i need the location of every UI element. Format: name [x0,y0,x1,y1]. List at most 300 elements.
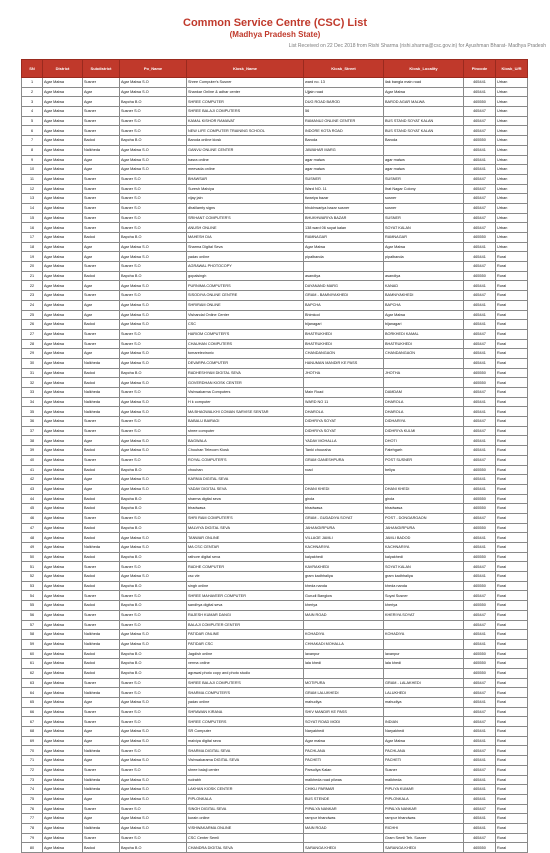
table-cell: susner [384,203,464,213]
table-cell: 27 [22,329,43,339]
table-row [22,785,528,795]
table-cell: MA BHAGWALKHI COMAN SARVISE SENTAR [187,407,304,417]
table-cell: Agar Malwa S.O [120,320,187,330]
table-cell: Susner [83,213,120,223]
table-cell: DIDHRIYA SOYAT [304,417,384,427]
table-cell: 465550 [464,523,496,533]
table-cell: Agar Malwa S.O [120,785,187,795]
table-cell: Bapcha B.O [120,581,187,591]
table-cell: Agar [83,242,120,252]
table-cell: Agar Malwa [43,552,83,562]
table-cell: Agar Malwa S.O [120,775,187,785]
table-cell: girola [304,494,384,504]
table-row [22,417,528,427]
table-cell: 60 [22,649,43,659]
table-cell: RAJESH KUMAR DANGI [187,610,304,620]
table-cell: Bapcha B.O [120,233,187,243]
table-cell: KAMAL KISHOR RAMAVAT [187,116,304,126]
table-cell: Agar Malwa [43,145,83,155]
table-cell: Susner S.O [120,184,187,194]
table-cell: SHREE BALAJI COMPUTERS [187,107,304,117]
table-cell: DHAROLA [384,407,464,417]
table-cell: Bapcha B.O [120,271,187,281]
table-row [22,823,528,833]
table-cell: 23 [22,291,43,301]
table-cell: INDIAN [384,717,464,727]
table-cell: Agar Malwa S.O [120,794,187,804]
table-cell: Susner [83,107,120,117]
table-cell: 465550 [464,552,496,562]
table-cell: BHAWSAR [187,174,304,184]
table-cell: Rural [496,262,528,272]
table-cell: WARD NO 11 [304,397,384,407]
csc-table [21,59,528,853]
table-cell: 465447 [464,610,496,620]
table-cell: Rural [496,436,528,446]
table-cell: GANVU ONLINE CENTER [187,145,304,155]
table-cell: Agar Malwa [43,475,83,485]
table-cell: POST SUSNER [384,455,464,465]
table-cell: 69 [22,736,43,746]
table-cell: Badod [83,465,120,475]
table-cell: 465447 [464,562,496,572]
table-cell: 61 [22,659,43,669]
table-cell: CHANDANGAON [304,349,384,359]
table-cell: Susner S.O [120,591,187,601]
table-cell: 465441 [464,630,496,640]
table-row [22,271,528,281]
table-cell: SHRIRAM ONLINE [187,300,304,310]
table-cell: Urban [496,194,528,204]
table-row [22,252,528,262]
table-cell: Rural [496,736,528,746]
table-cell: Bapcha B.O [120,97,187,107]
table-cell: csc vle [187,572,304,582]
table-cell: shree balaji center [187,765,304,775]
table-cell: Agar [83,87,120,97]
table-cell: Urban [496,213,528,223]
table-cell: CHANDRA DIGITAL SEVA [187,843,304,853]
table-cell: Ujjain road [304,87,384,97]
table-cell: SRIHANT COMPUTER'S [187,213,304,223]
table-cell: 65 [22,698,43,708]
table-cell: Agar Malwa [43,339,83,349]
table-cell: Agar Malwa [43,833,83,843]
table-cell [384,107,464,117]
table-cell: SARANGA KHEDI [304,843,384,853]
table-cell: 465550 [464,465,496,475]
table-cell: BHATRUKHEDI [384,339,464,349]
table-cell: Susner [83,78,120,88]
table-cell: 51 [22,562,43,572]
table-row [22,533,528,543]
table-cell [304,262,384,272]
table-cell: 465550 [464,136,496,146]
table-cell: Agar Malwa S.O [120,358,187,368]
table-cell: Agar Malwa [43,785,83,795]
table-cell: 465447 [464,126,496,136]
table-cell: agar malwa [304,155,384,165]
table-row [22,446,528,456]
table-row [22,707,528,717]
table-cell: 465550 [464,659,496,669]
table-cell: Agar Malwa [43,610,83,620]
table-cell: GRAM - BAMNIYAKHEDI [304,291,384,301]
table-cell: Rural [496,727,528,737]
table-cell: Shankar Online & adhar center [187,87,304,97]
table-cell: Bapcha B.O [120,668,187,678]
table-cell: 41 [22,465,43,475]
table-cell: susner [384,194,464,204]
table-cell: Susner S.O [120,203,187,213]
table-cell: asandiya [304,271,384,281]
table-row [22,736,528,746]
table-cell: 465441 [464,358,496,368]
table-cell: 37 [22,426,43,436]
table-cell [384,358,464,368]
table-cell: Agar Malwa [43,581,83,591]
table-cell: 8 [22,145,43,155]
table-cell: 465447 [464,513,496,523]
table-cell: 39 [22,446,43,456]
table-cell: Agar [83,310,120,320]
table-cell: 54 [22,591,43,601]
table-cell: 465441 [464,639,496,649]
table-cell: malkheda road pilwas [304,775,384,785]
table-cell: MAHESH DIA [187,233,304,243]
table-cell: 465550 [464,368,496,378]
table-cell: BHATRUKHEDI [304,339,384,349]
table-row [22,843,528,853]
table-cell: Agar Malwa [43,349,83,359]
table-cell: Rural [496,572,528,582]
table-cell: sandhya digital seva [187,601,304,611]
table-cell: 465447 [464,688,496,698]
table-cell: Agar [83,756,120,766]
table-cell: Agar Malwa [384,310,464,320]
table-cell: Agar Malwa [43,717,83,727]
table-cell: Agar Malwa [43,533,83,543]
table-cell: 49 [22,543,43,553]
table-cell: DUG ROAD BAROD [304,97,384,107]
table-cell: DHOTI [384,436,464,446]
table-cell: Rural [496,717,528,727]
table-cell: rudrabh [187,775,304,785]
table-cell: Urban [496,78,528,88]
table-cell: Agar Malwa [43,242,83,252]
table-cell: 80 [22,843,43,853]
table-cell: SINGH DIGITAL SEVA [187,804,304,814]
table-row [22,407,528,417]
table-cell: 138 ward 06 soyat kalan [304,223,384,233]
table-cell: 40 [22,455,43,465]
table-cell: Agar Malwa [43,436,83,446]
table-cell: 55 [22,601,43,611]
table-cell: Agar Malwa [43,184,83,194]
table-cell: 43 [22,484,43,494]
table-cell: Agar Malwa S.O [120,630,187,640]
table-cell: Agar Malwa [43,746,83,756]
table-cell: SHRAWAN KIRANA [187,707,304,717]
table-cell: Nalkheda [83,775,120,785]
column-header: Po_Name [120,60,187,78]
table-cell: DIDHRIYA SOYAT [304,426,384,436]
table-row [22,242,528,252]
table-cell: Susner S.O [120,455,187,465]
table-cell: Badod [83,668,120,678]
table-cell: 76 [22,804,43,814]
table-cell: Susner [83,455,120,465]
table-cell: Susner S.O [120,126,187,136]
table-cell: Susner [83,126,120,136]
table-cell: YADAV MOHALLA [304,436,384,446]
table-cell: kheda nanda [384,581,464,591]
table-cell: Nalkheda [83,358,120,368]
table-cell: Agar Malwa [43,572,83,582]
table-cell: 62 [22,668,43,678]
table-row [22,523,528,533]
table-cell: Rural [496,562,528,572]
table-cell: Agar Malwa [43,630,83,640]
table-cell: Agar Malwa S.O [120,145,187,155]
table-cell: Badod [83,378,120,388]
table-cell: Badod [83,523,120,533]
table-cell: bhadwasa [304,504,384,514]
table-cell [304,378,384,388]
table-cell: Badod [83,368,120,378]
table-cell: 59 [22,639,43,649]
table-cell: 465550 [464,494,496,504]
table-cell: Agar Malwa [43,368,83,378]
table-cell: 465441 [464,349,496,359]
table-row [22,717,528,727]
table-cell: BUS STENDE [304,794,384,804]
table-cell: Rural [496,339,528,349]
table-cell: 68 [22,727,43,737]
table-row [22,339,528,349]
table-cell: 465441 [464,436,496,446]
table-cell: Agar Malwa [43,300,83,310]
table-cell: Agar Malwa S.O [120,736,187,746]
table-cell: Susner [83,804,120,814]
table-row [22,262,528,272]
table-cell: 465441 [464,814,496,824]
table-cell: agar malwa [384,155,464,165]
table-row [22,591,528,601]
table-cell: KAVRAKHEDI [304,562,384,572]
table-cell: H k computer [187,397,304,407]
table-row [22,552,528,562]
table-cell: KACHNARIYA [304,543,384,553]
table-cell: Susner S.O [120,513,187,523]
table-cell: Susner S.O [120,620,187,630]
table-cell [304,620,384,630]
table-cell: 465441 [464,775,496,785]
table-cell: 53 [22,581,43,591]
table-cell: PACHETI [304,756,384,766]
table-cell: Bapcha B.O [120,552,187,562]
table-cell: Badod [83,271,120,281]
table-cell: Agar Malwa [43,97,83,107]
table-cell: Bapcha B.O [120,504,187,514]
table-cell: 52 [22,572,43,582]
table-cell: Urban [496,107,528,117]
table-row [22,543,528,553]
table-body [22,78,528,853]
table-cell: pipalbanda [304,252,384,262]
table-cell: Agar Malwa [43,155,83,165]
table-cell: Susner S.O [120,678,187,688]
table-cell: 465441 [464,252,496,262]
table-row [22,78,528,88]
table-cell: Rural [496,639,528,649]
table-cell: 465550 [464,97,496,107]
table-row [22,727,528,737]
table-cell: Rural [496,543,528,553]
table-cell: gram kadhhaliya [304,572,384,582]
table-cell: LAKHAN KIOSK CENTER [187,785,304,795]
table-row [22,814,528,824]
table-cell: Rural [496,746,528,756]
table-cell: Agar Malwa [43,174,83,184]
table-cell: Agar Malwa [43,378,83,388]
table-cell: Bapcha B.O [120,659,187,669]
table-cell: kheriya [384,601,464,611]
table-cell: 22 [22,281,43,291]
table-cell: 465441 [464,533,496,543]
table-cell: 38 [22,436,43,446]
table-cell: 465447 [464,339,496,349]
table-cell: Susner S.O [120,717,187,727]
table-row [22,581,528,591]
table-cell: Agar Malwa [43,223,83,233]
table-row [22,562,528,572]
table-cell: Agar Malwa S.O [120,349,187,359]
table-cell: Agar Malwa S.O [120,814,187,824]
table-cell: SARANGA KHEDI [384,843,464,853]
table-cell: Susner S.O [120,417,187,427]
table-cell: Urban [496,233,528,243]
table-cell: Agar [83,727,120,737]
table-cell: 58 [22,630,43,640]
table-cell: Susner S.O [120,562,187,572]
table-cell: PIPLONKALA [384,794,464,804]
table-row [22,504,528,514]
table-row [22,145,528,155]
table-cell: Agar Malwa [43,727,83,737]
table-cell: Rural [496,659,528,669]
table-cell: ilak bangla main road [384,78,464,88]
table-cell: Baroda [304,136,384,146]
table-cell: Agar Malwa [43,639,83,649]
table-cell: 465441 [464,756,496,766]
table-cell: Bapcha B.O [120,649,187,659]
table-cell: Nalkheda [83,688,120,698]
table-cell: Susner S.O [120,329,187,339]
table-cell: 28 [22,339,43,349]
table-cell: PIPLONKALA [187,794,304,804]
table-cell: Agar Malwa S.O [120,378,187,388]
table-cell: Agar Malwa [43,843,83,853]
table-cell: 46 [22,513,43,523]
table-cell: Chouhan Telecom Kiosk [187,446,304,456]
table-cell: RADHESHYAM DIGITAL SEVA [187,368,304,378]
table-row [22,833,528,843]
table-cell: 14 [22,203,43,213]
table-cell: yadav online [187,252,304,262]
table-cell: Agar Malwa [43,291,83,301]
table-cell: SHREE MAHAVEER COMPUTER [187,591,304,601]
table-cell: Agar Malwa [43,78,83,88]
table-cell: Agar Malwa [43,417,83,427]
table-cell: 465441 [464,281,496,291]
table-cell: Agar Malwa S.O [120,397,187,407]
table-cell: Susner [83,426,120,436]
table-cell: Rural [496,533,528,543]
table-cell: Nalkheda [83,823,120,833]
table-cell: Agar [83,252,120,262]
table-cell: Bapcha B.O [120,368,187,378]
table-cell: JAMLI BADOD [384,533,464,543]
table-row [22,300,528,310]
table-cell: Susner S.O [120,610,187,620]
table-row [22,397,528,407]
table-cell: 465447 [464,426,496,436]
table-cell: Agar Malwa [43,765,83,775]
table-row [22,475,528,485]
column-header: Pincode [464,60,496,78]
table-cell: BALAJI COMPUTER CENTER [187,620,304,630]
table-cell: Agar Malwa [43,194,83,204]
table-row [22,320,528,330]
table-cell: Urban [496,116,528,126]
table-cell: GRAM - LALAKHEDI [384,678,464,688]
table-cell: Susner S.O [120,107,187,117]
table-cell: Agar Malwa S.O [120,533,187,543]
table-cell: Agar Malwa [43,562,83,572]
table-cell: 465550 [464,601,496,611]
column-header: Kiosk_Locality [384,60,464,78]
table-cell: SOYAT KALAN [384,562,464,572]
table-cell: BUS STAND SOYAT KALAN [384,126,464,136]
table-cell: Rural [496,358,528,368]
table-cell: Rural [496,775,528,785]
table-cell: Susner [83,223,120,233]
table-cell: PACHLANA [384,746,464,756]
table-cell: ward no. 13 [304,78,384,88]
table-cell: Agar Malwa [43,649,83,659]
table-cell: Susner [83,620,120,630]
table-cell: agar malwa [384,165,464,175]
table-cell: 465441 [464,300,496,310]
table-cell: Soyat Susner [384,591,464,601]
table-row [22,329,528,339]
table-cell: Agar Malwa [43,87,83,97]
table-cell: Agar Malwa [43,262,83,272]
table-cell: KOHADIYA [384,630,464,640]
table-cell: 465441 [464,572,496,582]
table-row [22,698,528,708]
table-row [22,426,528,436]
table-row [22,223,528,233]
table-cell: Rural [496,756,528,766]
table-cell: GOVERDHAN KIOSK CENTER [187,378,304,388]
table-cell: Badod [83,649,120,659]
table-row [22,136,528,146]
table-cell: Rural [496,707,528,717]
table-cell: Bhimkod [304,310,384,320]
table-cell: Susner S.O [120,804,187,814]
